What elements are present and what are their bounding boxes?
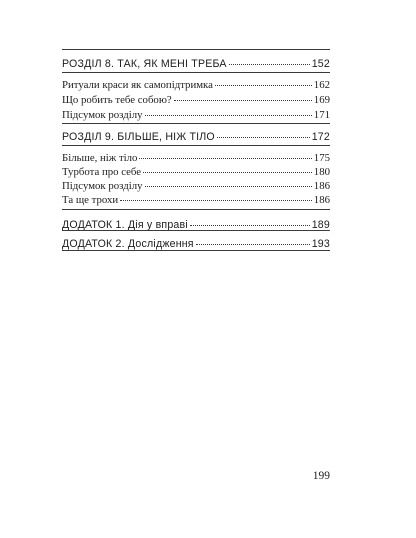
divider-ch9-end <box>62 209 330 210</box>
toc-entry-title: Більше, ніж тіло <box>62 152 138 164</box>
toc-entry-page: 186 <box>313 194 330 206</box>
toc-entry-title: ДОДАТОК 2. Дослідження <box>62 238 194 250</box>
toc-entry-title: Турбота про себе <box>62 166 142 178</box>
toc-entry-page: 193 <box>311 238 330 250</box>
toc-entry-title: Підсумок розділу <box>62 180 143 192</box>
divider-ch9 <box>62 145 330 146</box>
toc-entry-page: 175 <box>313 152 330 164</box>
dot-leader <box>217 137 310 138</box>
toc-entry-page: 180 <box>313 166 330 178</box>
dot-leader <box>174 100 312 101</box>
dot-leader <box>139 158 311 159</box>
dot-leader <box>215 85 312 86</box>
toc-item[interactable] <box>62 109 330 121</box>
dot-leader <box>229 64 310 65</box>
divider-app1 <box>62 230 330 231</box>
toc-appendix-2[interactable] <box>62 238 330 250</box>
toc-entry-title: Та ще трохи <box>62 194 119 206</box>
toc-entry-title: РОЗДІЛ 8. ТАК, ЯК МЕНІ ТРЕБА <box>62 58 227 70</box>
divider-top <box>62 49 330 50</box>
toc-item[interactable] <box>62 180 330 192</box>
toc-chapter-8[interactable] <box>62 58 330 70</box>
toc-chapter-9[interactable] <box>62 131 330 143</box>
toc-entry-page: 169 <box>313 94 330 106</box>
divider-ch8 <box>62 72 330 73</box>
toc-entry-page: 172 <box>311 131 330 143</box>
dot-leader <box>145 186 312 187</box>
dot-leader <box>190 225 310 226</box>
toc-entry-page: 189 <box>311 219 330 231</box>
toc-item[interactable] <box>62 152 330 164</box>
toc-entry-title: ДОДАТОК 1. Дія у вправі <box>62 219 188 231</box>
toc-entry-page: 186 <box>313 180 330 192</box>
dot-leader <box>196 244 310 245</box>
toc-entry-title: Підсумок розділу <box>62 109 143 121</box>
page-number: 199 <box>312 470 330 482</box>
toc-item[interactable] <box>62 166 330 178</box>
toc-item[interactable] <box>62 79 330 91</box>
toc-entry-title: РОЗДІЛ 9. БІЛЬШЕ, НІЖ ТІЛО <box>62 131 215 143</box>
divider-app2 <box>62 250 330 251</box>
toc-entry-page: 152 <box>311 58 330 70</box>
toc-entry-title: Ритуали краси як самопідтримка <box>62 79 213 91</box>
dot-leader <box>120 200 312 201</box>
dot-leader <box>143 172 312 173</box>
dot-leader <box>145 115 312 116</box>
toc-entry-page: 162 <box>313 79 330 91</box>
toc-item[interactable] <box>62 194 330 206</box>
toc-item[interactable] <box>62 94 330 106</box>
toc-entry-page: 171 <box>313 109 330 121</box>
toc-entry-title: Що робить тебе собою? <box>62 94 172 106</box>
divider-ch8-end <box>62 123 330 124</box>
